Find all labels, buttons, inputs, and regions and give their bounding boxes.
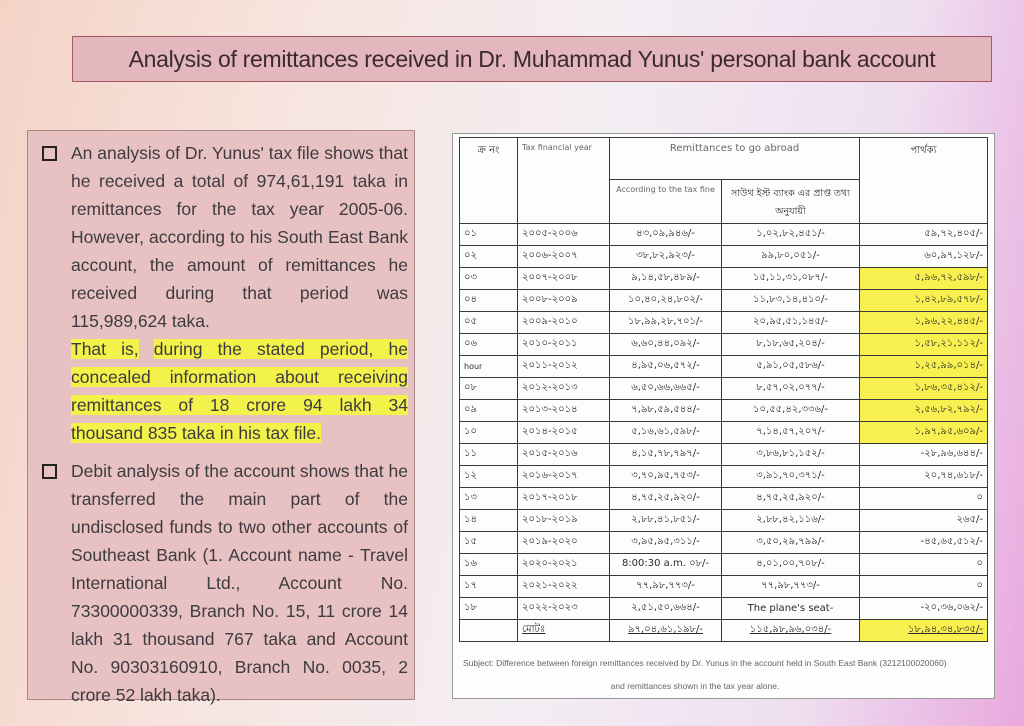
row-serial: ১৪: [460, 510, 518, 532]
row-tax-file: ৬,৬০,৪৪,০৯২/-: [610, 334, 722, 356]
row-year: ২০০৬-২০০৭: [518, 246, 610, 268]
row-tax-file: ৭৭,৯৮,৭৭৩/-: [610, 576, 722, 598]
total-difference: ১৮,৯৪,৩৪,৮৩৫/-: [860, 620, 988, 642]
row-bank: ৫,৯১,০৫,৫৮৬/-: [722, 356, 860, 378]
row-serial: ০৬: [460, 334, 518, 356]
table-row: [460, 532, 988, 554]
row-serial: ০৪: [460, 290, 518, 312]
table-row: [460, 246, 988, 268]
row-tax-file: ৩,৭০,৯৫,৭৫৩/-: [610, 466, 722, 488]
row-difference: ২,৫৬,৮২,৭৯২/-: [860, 400, 988, 422]
row-difference: ০: [860, 554, 988, 576]
table-row: [460, 356, 988, 378]
table-row: [460, 422, 988, 444]
row-year: ২০১২-২০১৩: [518, 378, 610, 400]
row-year: ২০২২-২০২৩: [518, 598, 610, 620]
row-serial: ০৫: [460, 312, 518, 334]
table-row: [460, 554, 988, 576]
row-year: ২০১৩-২০১৪: [518, 400, 610, 422]
table-row: [460, 224, 988, 246]
page-title: Analysis of remittances received in Dr. Muhammad Yunus' personal bank account: [72, 36, 992, 82]
row-serial: ১৮: [460, 598, 518, 620]
row-difference: ২৬৫/-: [860, 510, 988, 532]
header-bank-info: সাউথ ইস্ট ব্যাংক এর প্রাপ্ত তথ্য অনুযায়ী: [722, 179, 860, 223]
row-year: ২০১৮-২০১৯: [518, 510, 610, 532]
bullet-tax-file-analysis: [38, 139, 408, 447]
row-tax-file: ৫,১৬,৬১,৫৯৮/-: [610, 422, 722, 444]
row-tax-file: ১০,৪০,২৪,৮০২/-: [610, 290, 722, 312]
total-row: [460, 620, 988, 642]
paragraph-debit-analysis: Debit analysis of the account shows that he transferred the main part of the undisclosed funds to two other accounts of Southeast Bank (1. Account name - Travel International Ltd., Account No. 73300000339, Branch No. 15, 11 crore 14 lakh 31 thousand 767 taka and Account No. 90303160910, Branch No. 0035, 2 crore 52 lakh taka).: [71, 461, 408, 705]
row-difference: ১,২৫,৯৯,০১৪/-: [860, 356, 988, 378]
total-label: মোটঃ: [518, 620, 610, 642]
row-bank: ৭,১৪,৫৭,২০৭/-: [722, 422, 860, 444]
total-tax-file: ৯৭,০৪,৬১,১৯৮/-: [610, 620, 722, 642]
row-tax-file: ৪,৯৫,০৬,৫৭২/-: [610, 356, 722, 378]
row-year: ২০০৯-২০১০: [518, 312, 610, 334]
header-tax-file: According to the tax fine: [610, 179, 722, 223]
tax-analysis-text: An analysis of Dr. Yunus' tax file shows that he received a total of 974,61,191 taka in remittances for the tax year 2005-06. However, according to his South East Bank account, the amount of remittances he received during that period was 115,989,624 taka.: [71, 143, 408, 331]
row-year: ২০১০-২০১১: [518, 334, 610, 356]
table-caption: [463, 652, 987, 698]
concealed-statement: [71, 335, 408, 447]
row-serial: ১৩: [460, 488, 518, 510]
row-bank: ৩,৯১,৭০,৩৭১/-: [722, 466, 860, 488]
row-tax-file: ৬,৫০,৬৬,৬৬৫/-: [610, 378, 722, 400]
total-bank: ১১৫,৯৮,৯৬,০৩৪/-: [722, 620, 860, 642]
row-tax-file: ৪,৭৫,২৫,৯২০/-: [610, 488, 722, 510]
row-bank: ৩,৮৬,৮১,১৫২/-: [722, 444, 860, 466]
row-serial: ১১: [460, 444, 518, 466]
table-row: [460, 400, 988, 422]
table-body: [460, 224, 988, 620]
caption-line-2: and remittances shown in the tax year alone.: [610, 681, 780, 691]
row-tax-file: ১৮,৯৯,২৮,৭০১/-: [610, 312, 722, 334]
row-serial: ১২: [460, 466, 518, 488]
row-serial: ১৭: [460, 576, 518, 598]
row-bank: ৯৯,৮০,০৫১/-: [722, 246, 860, 268]
row-bank: ৩,৫০,২৯,৭৯৯/-: [722, 532, 860, 554]
row-serial: ০৩: [460, 268, 518, 290]
highlight-prefix: That is,: [71, 339, 139, 359]
row-year: ২০১৪-২০১৫: [518, 422, 610, 444]
row-year: ২০২১-২০২২: [518, 576, 610, 598]
bullet-debit-analysis: [38, 457, 408, 709]
row-bank: ২,৮৮,৪২,১১৬/-: [722, 510, 860, 532]
row-difference: ২০,৭৪,৬১৮/-: [860, 466, 988, 488]
row-serial: ০৯: [460, 400, 518, 422]
table-row: [460, 510, 988, 532]
row-bank: ৪,৭৫,২৫,৯২০/-: [722, 488, 860, 510]
row-year: ২০১৯-২০২০: [518, 532, 610, 554]
row-difference: ১,৮৬,৩৫,৪১২/-: [860, 378, 988, 400]
table-row: [460, 312, 988, 334]
row-year: ২০১৫-২০১৬: [518, 444, 610, 466]
checkbox-bullet-icon: [42, 146, 57, 161]
row-difference: ১,৯৭,৯৫,৬০৯/-: [860, 422, 988, 444]
table-row: [460, 290, 988, 312]
row-bank: ৭৭,৯৮,৭৭৩/-: [722, 576, 860, 598]
row-bank: ২০,৯৫,৫১,১৪৫/-: [722, 312, 860, 334]
row-tax-file: ৩,৯৫,৯৫,৩১১/-: [610, 532, 722, 554]
row-difference: ৫৯,৭২,৪০৫/-: [860, 224, 988, 246]
table-row: [460, 488, 988, 510]
row-difference: ১,৯৬,২২,৪৪৫/-: [860, 312, 988, 334]
row-year: ২০১৬-২০১৭: [518, 466, 610, 488]
header-tax-year: Tax financial year: [518, 138, 610, 224]
row-difference: ৬০,৯৭,১২৮/-: [860, 246, 988, 268]
row-serial: ১৫: [460, 532, 518, 554]
table-row: [460, 466, 988, 488]
table-row: [460, 378, 988, 400]
table-row: [460, 334, 988, 356]
remittance-table-panel: [452, 133, 995, 699]
row-bank: ১,০২,৮২,৪৫১/-: [722, 224, 860, 246]
checkbox-bullet-icon: [42, 464, 57, 479]
analysis-text-panel: [27, 130, 415, 705]
header-serial: ক্র নং: [460, 138, 518, 224]
row-year: ২০০৭-২০০৮: [518, 268, 610, 290]
row-year: ২০২০-২০২১: [518, 554, 610, 576]
row-tax-file: ৩৮,৮২,৯২৩/-: [610, 246, 722, 268]
header-difference: পার্থক্য: [860, 138, 988, 224]
row-year: ২০১৭-২০১৮: [518, 488, 610, 510]
row-serial: ১৬: [460, 554, 518, 576]
row-year: ২০০৫-২০০৬: [518, 224, 610, 246]
header-remittances: Remittances to go abroad: [610, 138, 860, 180]
row-difference: ১,৫৮,২১,১১২/-: [860, 334, 988, 356]
row-serial: ০১: [460, 224, 518, 246]
row-difference: ১,৪২,৮৯,৫৭৮/-: [860, 290, 988, 312]
row-bank: ৪,০১,০০,৭০৮/-: [722, 554, 860, 576]
row-tax-file: ২,৮৮,৪১,৮৫১/-: [610, 510, 722, 532]
row-bank: ১০,৫৫,৪২,৩৩৬/-: [722, 400, 860, 422]
caption-line-1: Subject: Difference between foreign remittances received by Dr. Yunus in the account held in South East Bank (3212100020060): [463, 658, 947, 668]
total-empty: [460, 620, 518, 642]
row-serial: ০২: [460, 246, 518, 268]
table-row: [460, 576, 988, 598]
row-serial: hour: [460, 356, 518, 378]
remittance-table: [459, 137, 988, 642]
row-tax-file: ৭,৯৮,৫৯,৫৪৪/-: [610, 400, 722, 422]
table-row: [460, 268, 988, 290]
row-tax-file: ২,৫১,৫০,৬৬৪/-: [610, 598, 722, 620]
row-difference: ০: [860, 488, 988, 510]
row-bank: ৮,৫৭,০২,০৭৭/-: [722, 378, 860, 400]
row-tax-file: ৯,১৪,৫৮,৪৮৯/-: [610, 268, 722, 290]
row-difference: -২৮,৯৬,৬৪৪/-: [860, 444, 988, 466]
row-tax-file: ৪৩,০৯,৯৪৬/-: [610, 224, 722, 246]
row-difference: -৪৫,৬৫,৫১২/-: [860, 532, 988, 554]
table-row: [460, 598, 988, 620]
row-tax-file: 8:00:30 a.m. ০৮/-: [610, 554, 722, 576]
paragraph-tax-analysis: [71, 139, 408, 447]
row-bank: ১৫,১১,৩১,০৮৭/-: [722, 268, 860, 290]
row-serial: ০৮: [460, 378, 518, 400]
row-bank: The plane's seat-: [722, 598, 860, 620]
row-difference: ৫,৯৬,৭২,৫৯৮/-: [860, 268, 988, 290]
row-year: ২০০৮-২০০৯: [518, 290, 610, 312]
table-row: [460, 444, 988, 466]
row-difference: ০: [860, 576, 988, 598]
row-tax-file: ৪,১৫,৭৮,৭৯৭/-: [610, 444, 722, 466]
row-bank: ৮,১৮,৬৫,২০৪/-: [722, 334, 860, 356]
row-serial: ১০: [460, 422, 518, 444]
row-bank: ১১,৮৩,১৪,৪১০/-: [722, 290, 860, 312]
highlight-concealed-text: during the stated period, he concealed information about receiving remittances of 18 crore 94 lakh 34 thousand 835 taka in his tax file.: [71, 339, 408, 443]
row-year: ২০১১-২০১২: [518, 356, 610, 378]
row-difference: -২০,৩৬,০৬২/-: [860, 598, 988, 620]
